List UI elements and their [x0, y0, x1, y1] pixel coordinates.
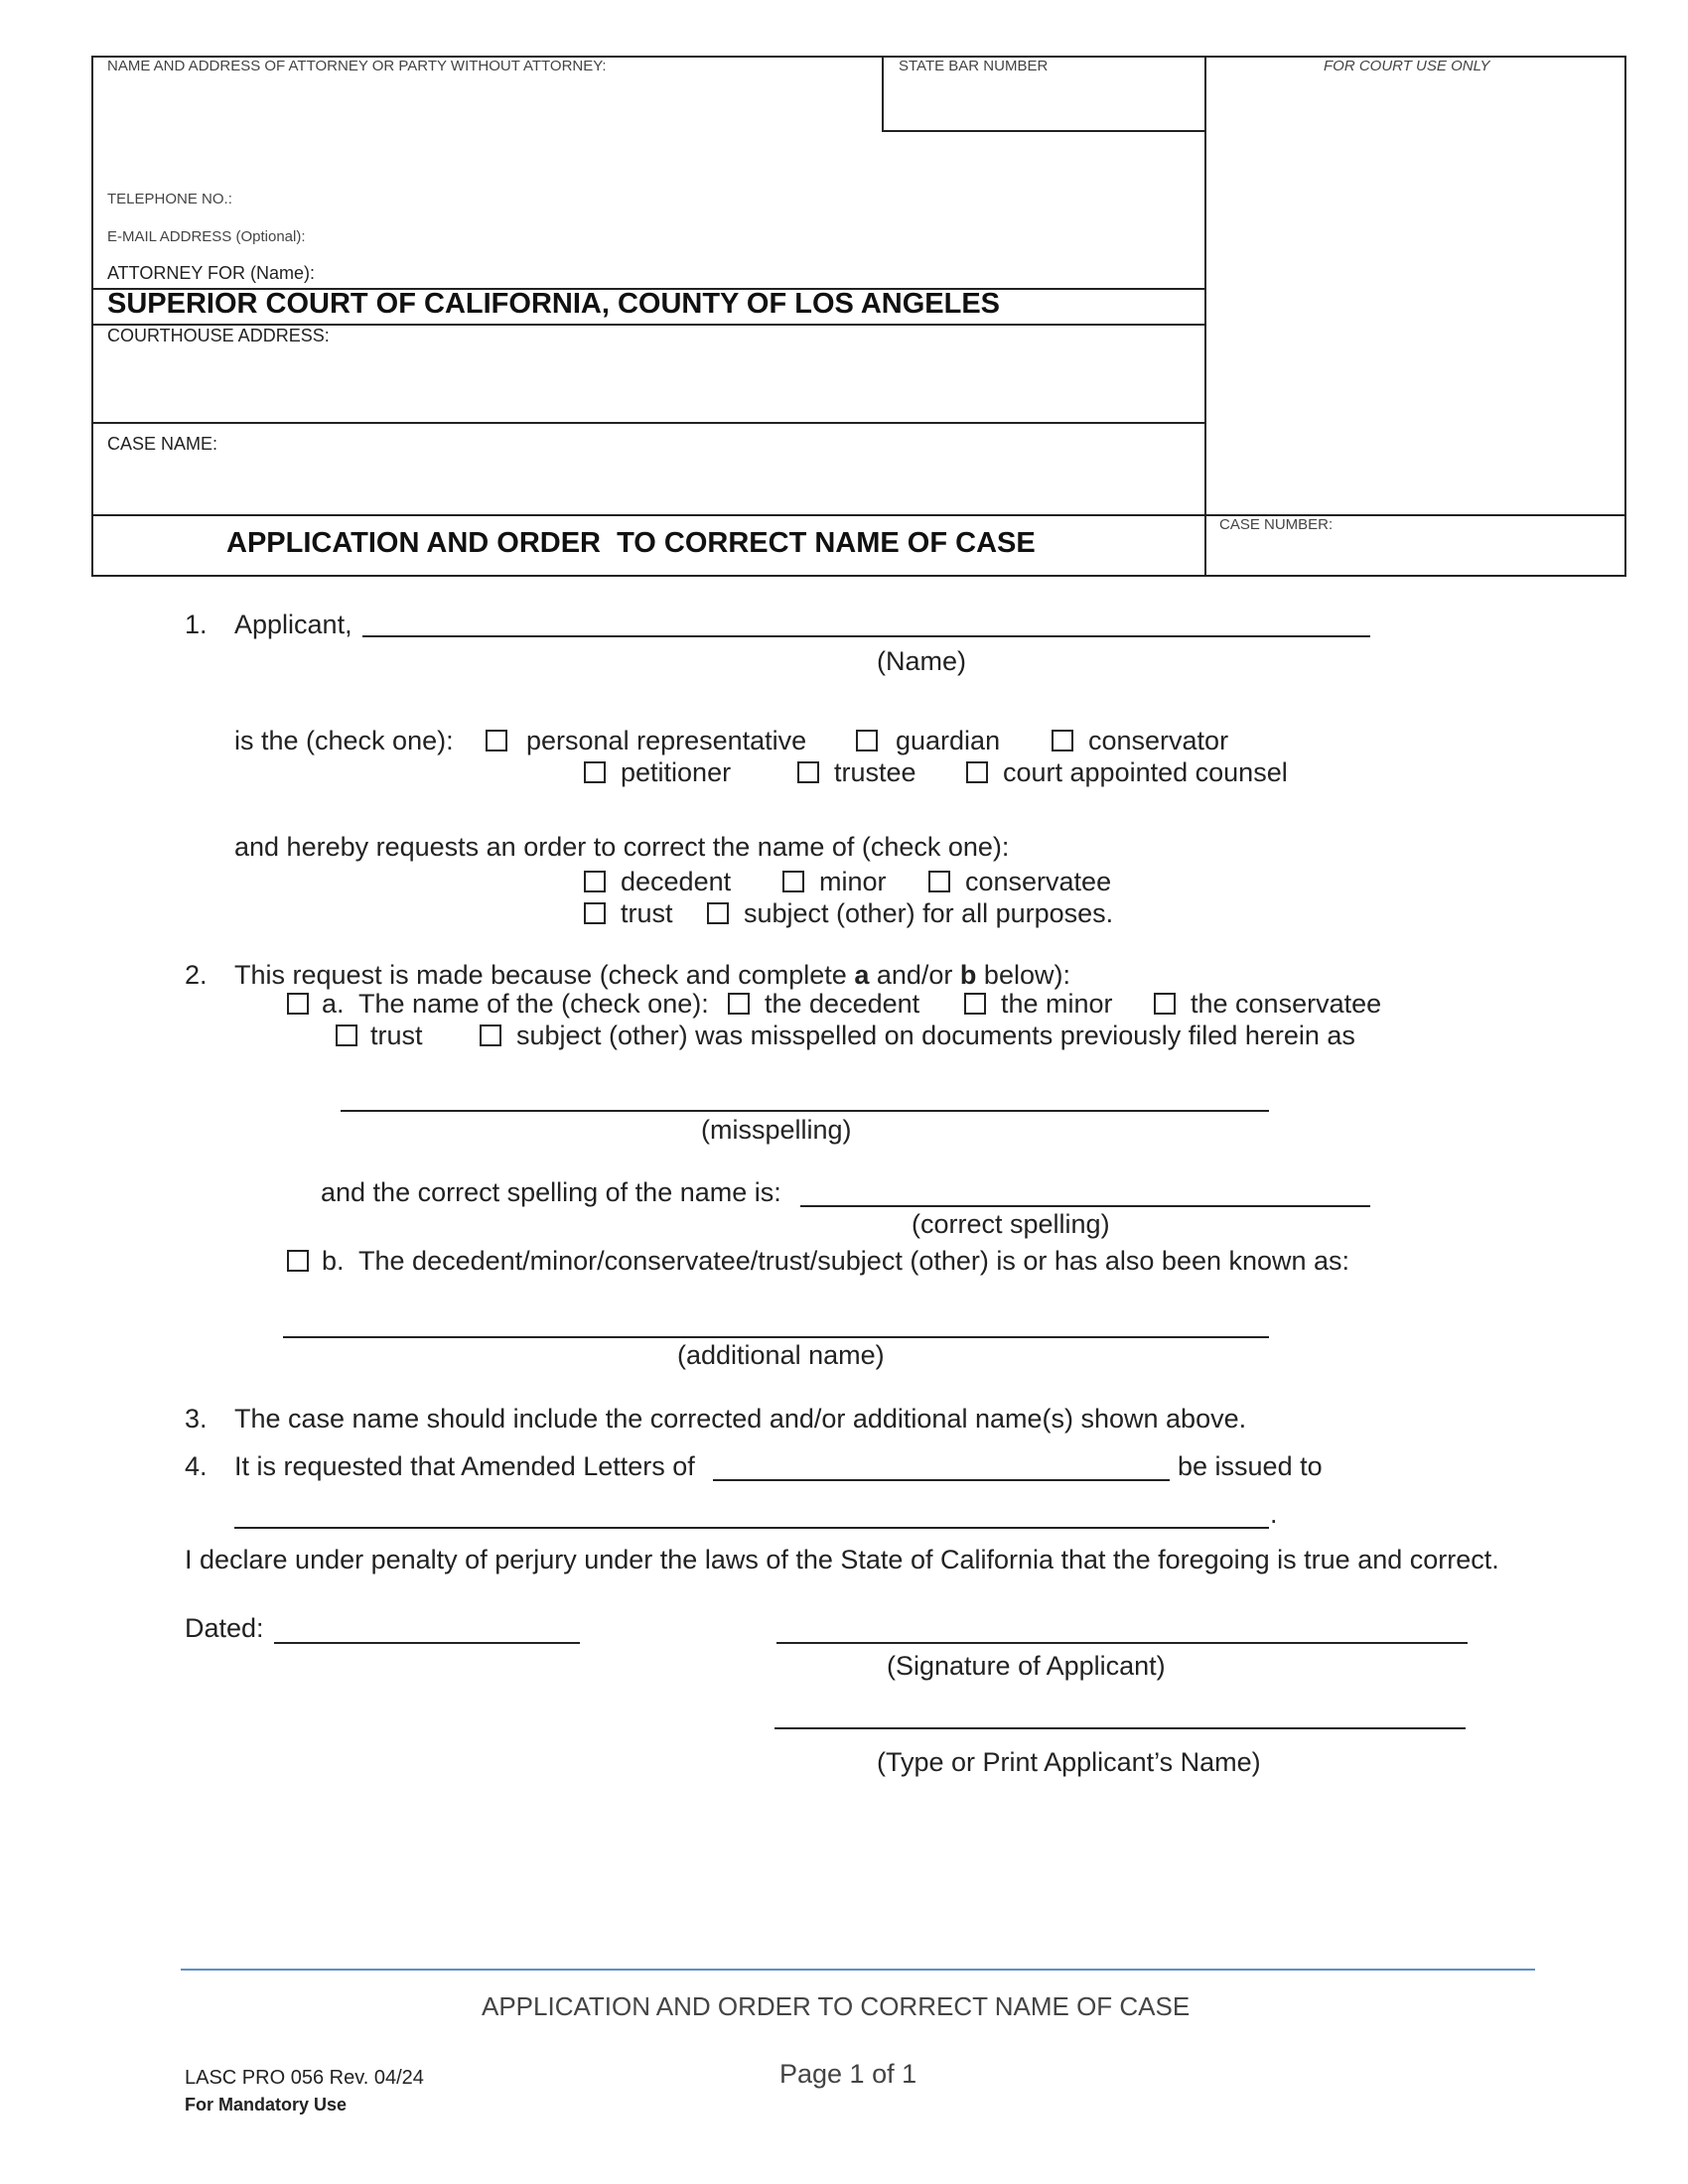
email-label: E-MAIL ADDRESS (Optional):	[107, 228, 306, 245]
checkbox-item2-subject[interactable]	[480, 1024, 501, 1046]
signature-line[interactable]	[776, 1642, 1468, 1644]
title-top-rule	[91, 514, 1626, 516]
checkbox-the-minor[interactable]	[964, 993, 986, 1015]
footer-page: Page 1 of 1	[779, 2059, 917, 2089]
label-the-decedent: the decedent	[765, 989, 920, 1019]
checkbox-minor[interactable]	[782, 871, 804, 892]
courthouse-label: COURTHOUSE ADDRESS:	[107, 326, 330, 345]
is-the-label: is the (check one):	[234, 726, 454, 755]
checkbox-the-decedent[interactable]	[728, 993, 750, 1015]
checkbox-item2a[interactable]	[287, 993, 309, 1015]
footer-rule	[181, 1969, 1535, 1971]
item3-number: 3.	[185, 1404, 208, 1433]
misspelling-input[interactable]	[341, 1110, 1269, 1112]
item2-bold-b: b	[959, 960, 977, 990]
footer-form-id: LASC PRO 056 Rev. 04/24	[185, 2067, 424, 2089]
checkbox-petitioner[interactable]	[584, 761, 606, 783]
attorney-label: NAME AND ADDRESS OF ATTORNEY OR PARTY WITHOUT ATTORNEY:	[107, 58, 607, 74]
item1-number: 1.	[185, 610, 208, 639]
label-court-appointed-counsel: court appointed counsel	[1003, 757, 1288, 787]
checkbox-conservator[interactable]	[1052, 730, 1073, 751]
form-title: APPLICATION AND ORDER TO CORRECT NAME OF CASE	[226, 527, 1036, 559]
label-the-minor: the minor	[1001, 989, 1113, 1019]
issued-to-period: .	[1270, 1499, 1278, 1529]
telephone-label: TELEPHONE NO.:	[107, 191, 232, 207]
checkbox-guardian[interactable]	[856, 730, 878, 751]
label-decedent: decedent	[621, 867, 732, 896]
label-personal-representative: personal representative	[526, 726, 807, 755]
label-subject-other: subject (other) for all purposes.	[744, 898, 1114, 928]
requests-text: and hereby requests an order to correct the name of (check one):	[234, 832, 1010, 862]
item4-text-b: be issued to	[1178, 1451, 1323, 1481]
declaration-text: I declare under penalty of perjury under the laws of the State of California that the foregoing is true and correct.	[185, 1545, 1499, 1574]
label-item2-subject: subject (other) was misspelled on documents previously filed herein as	[516, 1021, 1355, 1050]
label-conservator: conservator	[1088, 726, 1229, 755]
item2-bold-a: a	[854, 960, 870, 990]
item4-number: 4.	[185, 1451, 208, 1481]
checkbox-personal-representative[interactable]	[486, 730, 507, 751]
item3-text: The case name should include the corrected and/or additional name(s) shown above.	[234, 1404, 1247, 1433]
label-petitioner: petitioner	[621, 757, 732, 787]
printed-name-input[interactable]	[774, 1727, 1466, 1729]
courthouse-bottom-rule	[91, 422, 1205, 424]
case-number-label: CASE NUMBER:	[1219, 516, 1334, 533]
checkbox-subject-other[interactable]	[707, 902, 729, 924]
dated-input[interactable]	[274, 1642, 580, 1644]
label-trust: trust	[621, 898, 673, 928]
checkbox-trustee[interactable]	[797, 761, 819, 783]
state-bar-label: STATE BAR NUMBER	[899, 58, 1049, 74]
checkbox-trust[interactable]	[584, 902, 606, 924]
court-name: SUPERIOR COURT OF CALIFORNIA, COUNTY OF LOS ANGELES	[107, 288, 1001, 320]
label-item2-trust: trust	[370, 1021, 423, 1050]
issued-to-input[interactable]	[234, 1527, 1269, 1529]
item2a-text: a. The name of the (check one):	[322, 989, 709, 1019]
misspelling-caption: (misspelling)	[701, 1115, 852, 1145]
dated-label: Dated:	[185, 1613, 264, 1643]
label-guardian: guardian	[896, 726, 1001, 755]
checkbox-item2b[interactable]	[287, 1250, 309, 1272]
footer-title: APPLICATION AND ORDER TO CORRECT NAME OF CASE	[482, 1991, 1191, 2021]
item2-intro-end: below):	[976, 960, 1070, 990]
correct-spelling-caption: (correct spelling)	[912, 1209, 1110, 1239]
item2-intro-mid: and/or	[869, 960, 960, 990]
applicant-label: Applicant,	[234, 610, 352, 639]
item2-number: 2.	[185, 960, 208, 990]
checkbox-decedent[interactable]	[584, 871, 606, 892]
applicant-name-input[interactable]	[362, 635, 1370, 637]
label-minor: minor	[819, 867, 887, 896]
checkbox-item2-trust[interactable]	[336, 1024, 357, 1046]
label-conservatee: conservatee	[965, 867, 1112, 896]
item4-text-a: It is requested that Amended Letters of	[234, 1451, 695, 1481]
item2b-text: b. The decedent/minor/conservatee/trust/subject (other) is or has also been known as:	[322, 1246, 1350, 1276]
item2-intro	[234, 960, 1070, 991]
label-the-conservatee: the conservatee	[1191, 989, 1382, 1019]
signature-caption: (Signature of Applicant)	[887, 1651, 1166, 1681]
item2-intro-start: This request is made because (check and complete	[234, 960, 855, 990]
correct-spelling-text: and the correct spelling of the name is:	[321, 1177, 781, 1207]
court-use-divider	[1204, 56, 1206, 577]
name-caption: (Name)	[877, 646, 967, 676]
label-trustee: trustee	[834, 757, 916, 787]
additional-name-caption: (additional name)	[677, 1340, 885, 1370]
footer-mandatory: For Mandatory Use	[185, 2095, 348, 2115]
court-use-label: FOR COURT USE ONLY	[1324, 58, 1490, 74]
attorney-for-label: ATTORNEY FOR (Name):	[107, 263, 316, 283]
checkbox-the-conservatee[interactable]	[1154, 993, 1176, 1015]
correct-spelling-input[interactable]	[800, 1205, 1370, 1207]
additional-name-input[interactable]	[283, 1336, 1269, 1338]
printed-name-caption: (Type or Print Applicant’s Name)	[877, 1747, 1261, 1777]
checkbox-conservatee[interactable]	[928, 871, 950, 892]
amended-letters-input[interactable]	[713, 1479, 1170, 1481]
case-name-label: CASE NAME:	[107, 434, 218, 454]
checkbox-court-appointed-counsel[interactable]	[966, 761, 988, 783]
